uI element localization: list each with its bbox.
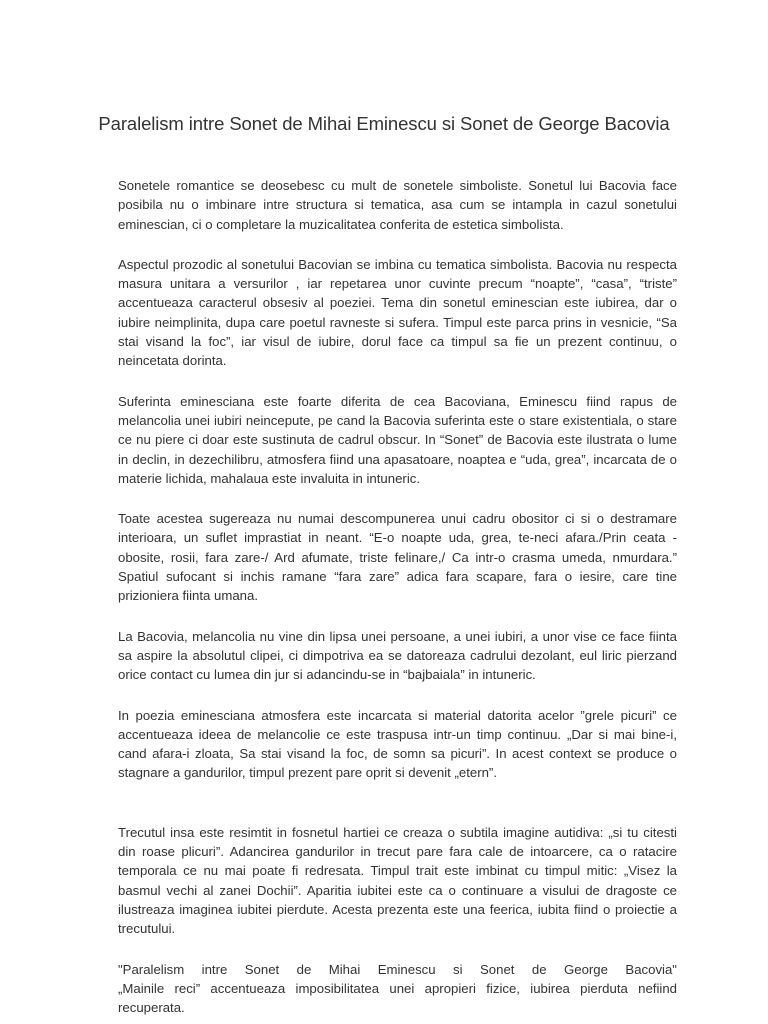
paragraph-8 xyxy=(118,960,677,1018)
paragraph-5: La Bacovia, melancolia nu vine din lipsa unei persoane, a unei iubiri, a unor vise ce face fiinta sa aspire la absolutul clipei, ci dimpotriva ea se datoreaza cadrului dezolant, eul liric pierzand orice contact cu lumea din jur si adancindu-se in “bajbaiala” in intuneric. xyxy=(118,628,677,683)
paragraph-1: Sonetele romantice se deosebesc cu mult de sonetele simboliste. Sonetul lui Bacovia face posibila nu o imbinare intre structura si tematica, asa cum se intampla in cazul sonetului eminescian, ci o completare la muzicalitatea conferita de estetica simbolista. xyxy=(118,178,677,232)
paragraph-8-line-2: „Mainile reci” accentueaza imposibilitatea unei apropieri fizice, iubirea pierduta nefiind recuperata. xyxy=(118,980,677,1016)
paragraph-3: Suferinta eminesciana este foarte diferita de cea Bacoviana, Eminescu fiind rapus de melancolia unei iubiri neincepute, pe cand la Bacovia suferinta este o stare existentiala, o stare ce nu piere ci doar este sustinuta de cadrul obscur. In “Sonet” de Bacovia este ilustrata o lume in declin, in dezechilibru, atmosfera fiind una apasatoare, noaptea e “uda, grea”, incarcata de o materie lichida, mahalaua este invaluita in intuneric. xyxy=(118,393,677,486)
document-body xyxy=(118,176,677,1017)
paragraph-4: Toate acestea sugereaza nu numai descompunerea unui cadru obositor ci si o destramare interioara, un suflet imprastiat in neant. “E-o noapte uda, grea, te-neci afara./Prin ceata - obosite, rosii, fara zare-/ Ard afumate, triste felinare,/ Ca intr-o crasma umeda, nmurdara.” Spatiul sufocant si inchis ramane “fara zare” adica fara scapare, fara o iesire, care tine prizioniera fiinta umana. xyxy=(118,511,677,604)
document-title: Paralelism intre Sonet de Mihai Eminescu si Sonet de George Bacovia xyxy=(98,113,670,134)
paragraph-2: Aspectul prozodic al sonetului Bacovian se imbina cu tematica simbolista. Bacovia nu respecta masura unitara a versurilor , iar repetarea unor cuvinte precum “noapte”, “casa”, “triste” accentueaza caracterul obsesiv al poeziei. Tema din sonetul eminescian este iubirea, dar o iubire neimplinita, dupa care poetul ravneste si sufera. Timpul este parca prins in vesnicie, “Sa stai visand la foc”, iar visul de iubire, dorul face ca timpul sa fie un prezent continuu, o neincetata dorinta. xyxy=(118,256,677,369)
paragraph-6: In poezia eminesciana atmosfera este incarcata si material datorita acelor ”grele picuri” ce accentueaza ideea de melancolie ce este traspusa intr-un timp continuu. „Dar si mai bine-i, cand afara-i zloata, Sa stai visand la foc, de somn sa picuri”. In acest context se produce o stagnare a gandurilor, timpul prezent pare oprit si devenit „etern”. xyxy=(118,707,677,781)
paragraph-8-line-1: "Paralelism intre Sonet de Mihai Eminescu si Sonet de George Bacovia" xyxy=(118,961,677,977)
paragraph-7: Trecutul insa este resimtit in fosnetul hartiei ce creaza o subtila imagine autidiva: „si tu citesti din roase plicuri”. Adancirea gandurilor in trecut pare fara cale de intoarcere, ca o ratacire temporala ce nu mai poate fi redresata. Timpul trait este imbinat cu timpul mitic: „Visez la basmul vechi al zanei Dochii”. Aparitia iubitei este ca o continuare a visului de dragoste ce ilustreaza imaginea iubitei pierdute. Acesta prezenta este una feerica, iubita fiind o proiectie a trecutului. xyxy=(118,824,677,937)
